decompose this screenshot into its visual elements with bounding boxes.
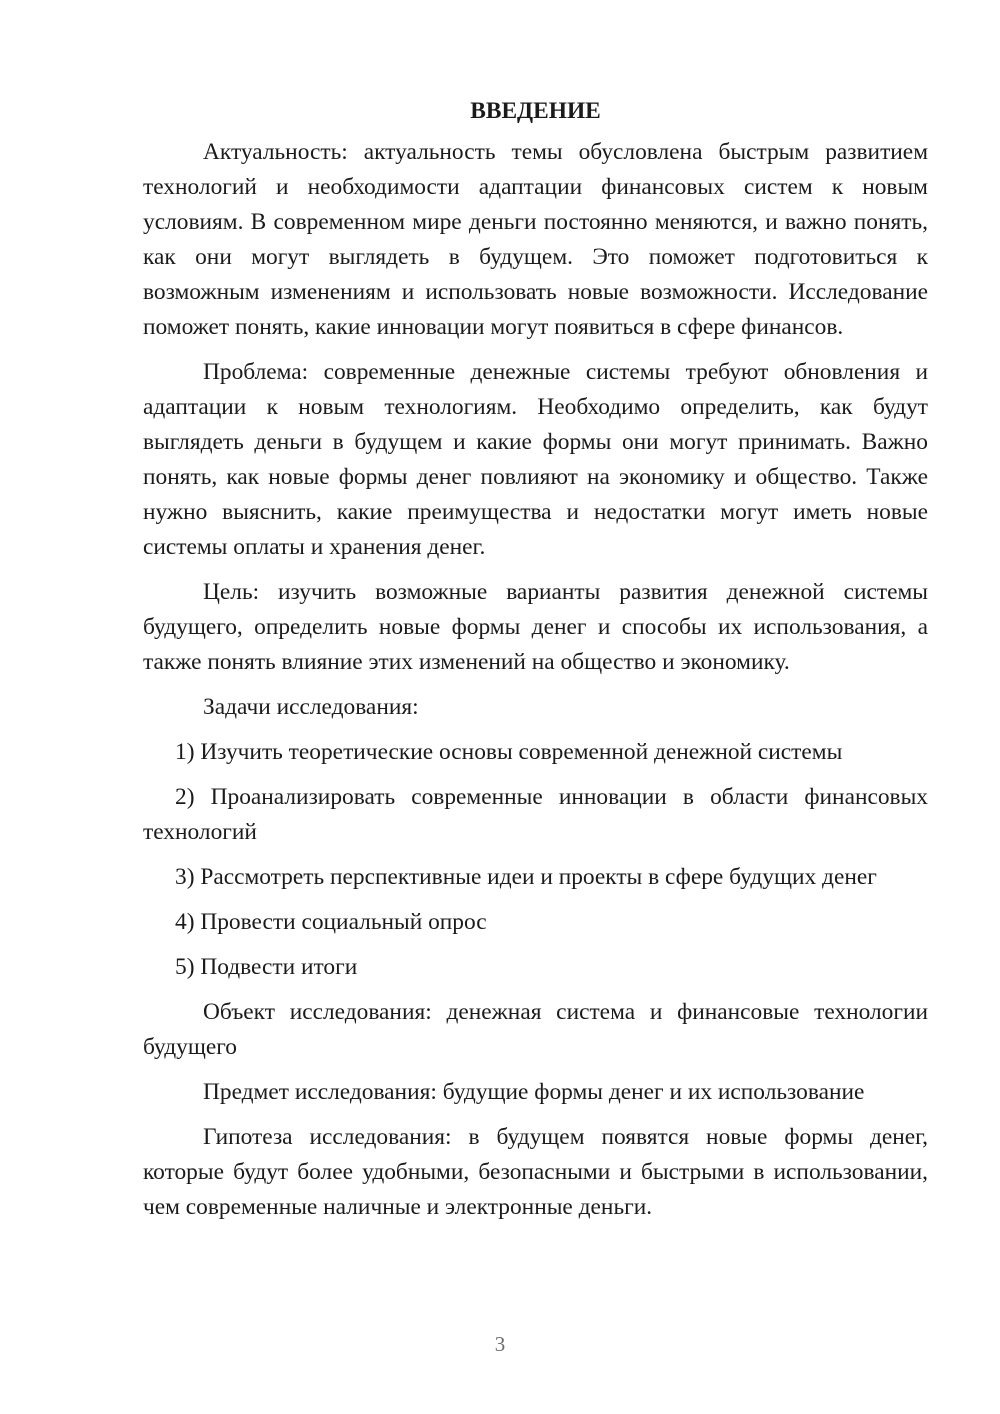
task-item-3: 3) Рассмотреть перспективные идеи и проекты в сфере будущих денег [175,864,877,890]
paragraph-hypothesis: Гипотеза исследования: в будущем появятся новые формы денег, которые будут более удобными, безопасными и быстрыми в использовании, чем современные наличные и электронные деньги. [143,1124,928,1220]
page-title: ВВЕДЕНИЕ [470,98,601,124]
task-item-5: 5) Подвести итоги [175,954,358,980]
paragraph-goal: Цель: изучить возможные варианты развития денежной системы будущего, определить новые формы денег и способы их использования, а также понять влияние этих изменений на общество и экономику. [143,579,928,675]
page-content [143,94,928,1235]
paragraph-object: Объект исследования: денежная система и финансовые технологии будущего [143,999,928,1060]
paragraph-problem: Проблема: современные денежные системы требуют обновления и адаптации к новым технологиям. Необходимо определить, как будут выглядеть деньги в будущем и какие формы они могут принимать. Важно понять, как новые формы денег повлияют на экономику и общество. Также нужно выяснить, какие преимущества и недостатки могут иметь новые системы оплаты и хранения денег. [143,359,928,560]
task-item-2: 2) Проанализировать современные инновации в области финансовых технологий [143,784,928,845]
task-item-1: 1) Изучить теоретические основы современной денежной системы [175,739,843,765]
paragraph-subject: Предмет исследования: будущие формы денег и их использование [203,1079,865,1105]
tasks-list [143,735,928,985]
tasks-heading: Задачи исследования: [203,694,419,720]
paragraph-relevance: Актуальность: актуальность темы обусловлена быстрым развитием технологий и необходимости адаптации финансовых систем к новым условиям. В современном мире деньги постоянно меняются, и важно понять, как они могут выглядеть в будущем. Это поможет подготовиться к возможным изменениям и использовать новые возможности. Исследование поможет понять, какие инновации могут появиться в сфере финансов. [143,139,928,340]
page-number: 3 [494,1332,506,1356]
task-item-4: 4) Провести социальный опрос [175,909,487,935]
